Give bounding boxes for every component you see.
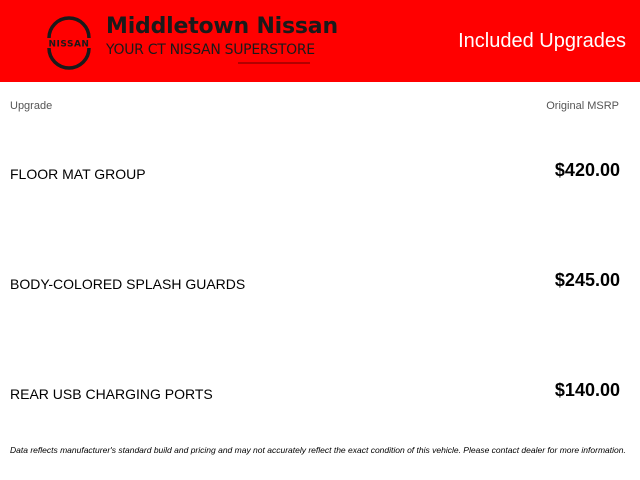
dealer-tagline: YOUR CT NISSAN SUPERSTORE <box>106 42 315 58</box>
disclaimer: Data reflects manufacturer's standard build and pricing and may not accurately reflect the exact condition of this vehicle. Please contact dealer for more information. <box>10 445 626 455</box>
upgrade-price: $245.00 <box>554 270 620 290</box>
column-header-upgrade: Upgrade <box>10 100 53 112</box>
nissan-emblem-icon <box>42 16 96 70</box>
dealer-logo <box>38 12 338 72</box>
upgrade-row <box>0 268 640 298</box>
upgrade-row <box>0 158 640 188</box>
upgrade-name: REAR USB CHARGING PORTS <box>10 386 213 402</box>
upgrade-name: BODY-COLORED SPLASH GUARDS <box>10 276 246 292</box>
column-header-msrp: Original MSRP <box>546 100 619 112</box>
tagline-underline <box>238 62 310 64</box>
header-banner <box>0 0 640 82</box>
upgrade-price: $140.00 <box>554 380 620 400</box>
upgrade-name: FLOOR MAT GROUP <box>10 166 146 182</box>
upgrade-row <box>0 378 640 408</box>
emblem-text: NISSAN <box>48 39 90 50</box>
upgrade-price: $420.00 <box>554 160 620 180</box>
dealer-name: Middletown Nissan <box>106 14 338 39</box>
page-title: Included Upgrades <box>458 30 626 52</box>
